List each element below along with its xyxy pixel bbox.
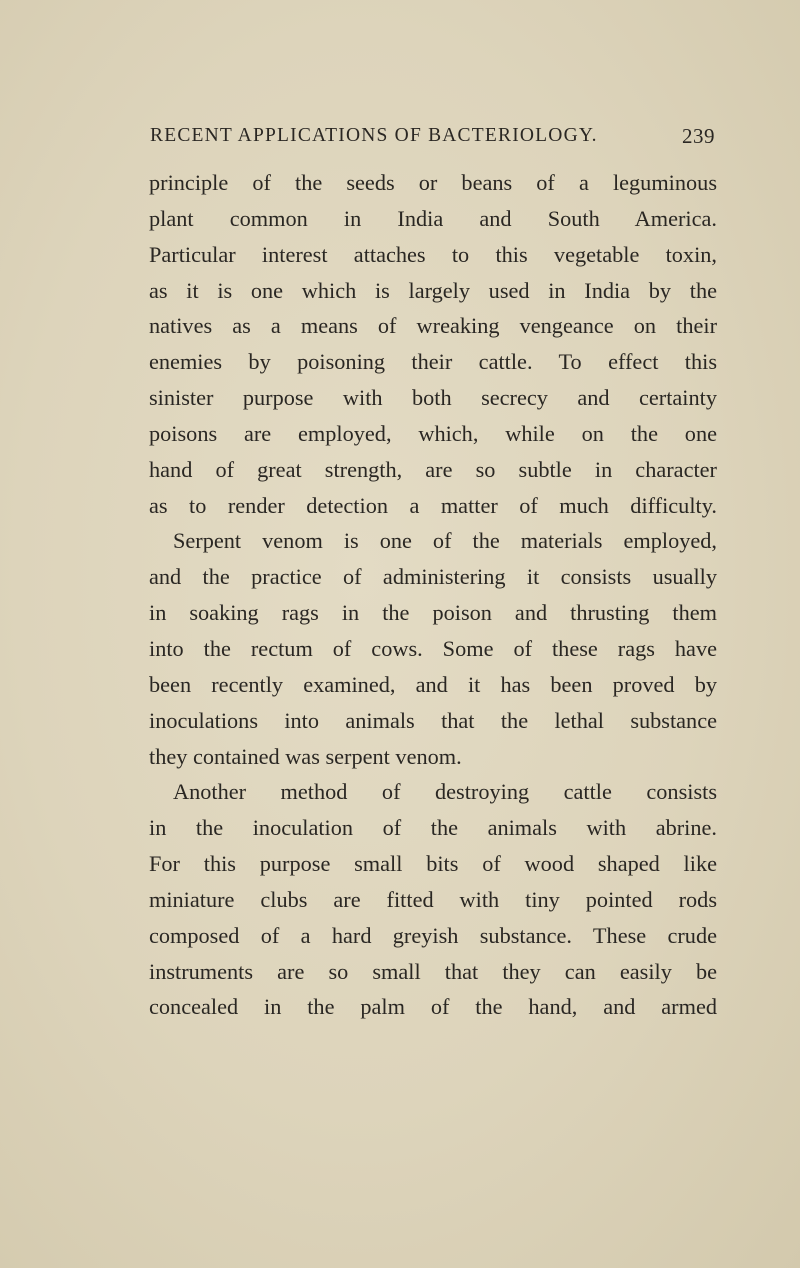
running-head — [150, 125, 715, 157]
text-line: plant common in India and South America. — [149, 205, 717, 231]
text-line: in soaking rags in the poison and thrusting them — [149, 600, 717, 626]
text-line: For this purpose small bits of wood shaped like — [149, 851, 717, 877]
text-line: instruments are so small that they can easily be — [149, 958, 717, 984]
page-number: 239 — [682, 124, 715, 148]
body-text — [149, 165, 717, 1025]
paragraph-first-line: Another method of destroying cattle consists — [173, 779, 717, 805]
text-line: concealed in the palm of the hand, and armed — [149, 994, 717, 1020]
text-line: sinister purpose with both secrecy and certainty — [149, 385, 717, 411]
running-title: RECENT APPLICATIONS OF BACTERIOLOGY. — [150, 125, 598, 146]
text-line: as to render detection a matter of much difficulty. — [149, 492, 717, 518]
text-line: poisons are employed, which, while on the one — [149, 420, 717, 446]
paragraph-first-line: Serpent venom is one of the materials employed, — [173, 528, 717, 554]
text-line: into the rectum of cows. Some of these rags have — [149, 635, 717, 661]
text-line: enemies by poisoning their cattle. To effect this — [149, 349, 717, 375]
text-line: been recently examined, and it has been proved by — [149, 671, 717, 697]
text-line: hand of great strength, are so subtle in character — [149, 456, 717, 482]
text-line: as it is one which is largely used in India by the — [149, 277, 717, 303]
text-line: principle of the seeds or beans of a leguminous — [149, 170, 717, 195]
text-line: miniature clubs are fitted with tiny pointed rods — [149, 886, 717, 912]
text-line: natives as a means of wreaking vengeance on their — [149, 313, 717, 339]
text-line: and the practice of administering it consists usually — [149, 564, 717, 590]
text-line: Particular interest attaches to this vegetable toxin, — [149, 241, 717, 267]
text-line: composed of a hard greyish substance. These crude — [149, 922, 717, 948]
paragraph-last-line: they contained was serpent venom. — [149, 743, 462, 769]
text-line: in the inoculation of the animals with abrine. — [149, 815, 717, 841]
text-line: inoculations into animals that the lethal substance — [149, 707, 717, 733]
